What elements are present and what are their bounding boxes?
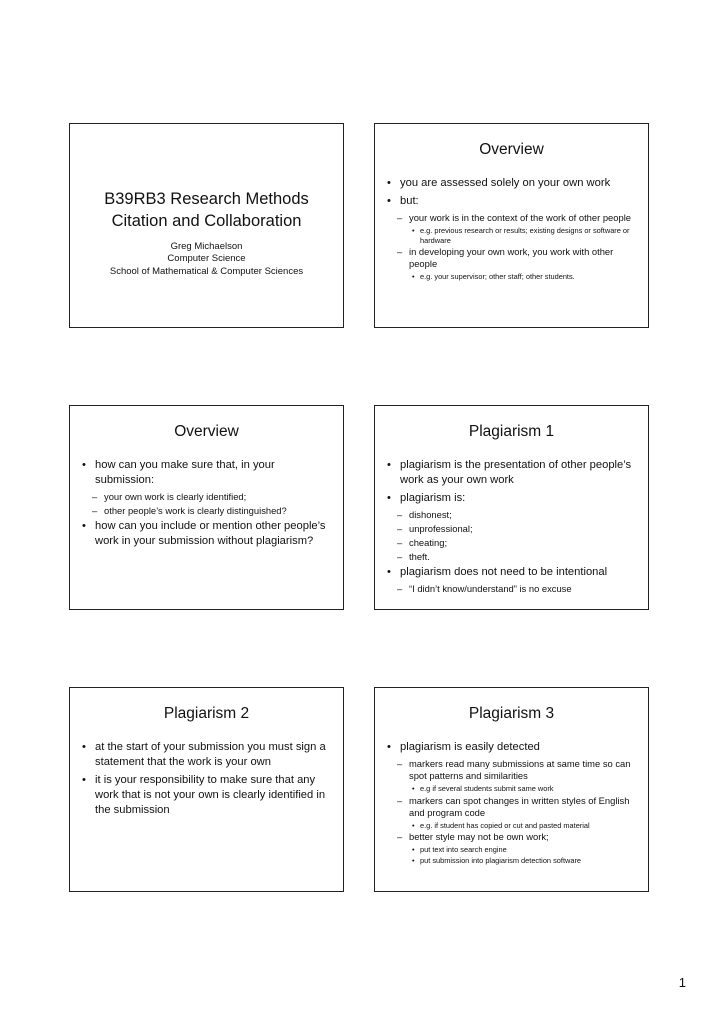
slide-2 xyxy=(374,123,649,328)
sub-bullet-text: cheating; xyxy=(409,537,448,548)
sub-sub-bullet: • put text into search engine xyxy=(387,845,640,855)
dash-marker: – xyxy=(397,551,403,562)
page-number: 1 xyxy=(678,975,686,990)
sub-bullet xyxy=(387,831,640,843)
slide-2-body xyxy=(387,176,640,283)
dash-marker: – xyxy=(397,523,403,534)
department: Computer Science xyxy=(167,253,246,265)
dash-marker: – xyxy=(397,537,403,548)
slide-1 xyxy=(69,123,344,328)
sub-bullet xyxy=(387,509,640,521)
sub-sub-bullet: • e.g. previous research or results; existing designs or software or hardware xyxy=(387,226,640,245)
bullet: • it is your responsibility to make sure that any work that is not your own is clearly identified in the submission xyxy=(82,773,335,818)
sub-bullet-text: in developing your own work, you work with other people xyxy=(409,246,614,269)
bullet: • how can you make sure that, in your submission: xyxy=(82,458,335,488)
dash-marker: – xyxy=(92,505,98,516)
sub-bullet xyxy=(387,758,640,782)
author-name: Greg Michaelson xyxy=(170,241,243,252)
sub-bullet-text: markers read many submissions at same time so can spot patterns and similarities xyxy=(409,758,631,781)
sub-sub-bullet: • e.g. your supervisor; other staff; other students. xyxy=(387,272,640,282)
slide-6 xyxy=(374,687,649,892)
sub-bullet xyxy=(387,246,640,270)
bullet: • you are assessed solely on your own work xyxy=(387,176,640,191)
sub-bullet xyxy=(387,551,640,563)
slide-1-title xyxy=(70,188,343,232)
bullet: • how can you include or mention other people’s work in your submission without plagiarism? xyxy=(82,519,335,549)
bullet: • plagiarism is the presentation of other people’s work as your own work xyxy=(387,458,640,488)
sub-bullet-text: other people’s work is clearly distinguished? xyxy=(104,505,287,516)
bullet: • at the start of your submission you must sign a statement that the work is your own xyxy=(82,740,335,770)
slide-3-title: Overview xyxy=(174,423,239,440)
sub-bullet xyxy=(82,491,335,503)
sub-sub-bullet: • e.g. if student has copied or cut and pasted material xyxy=(387,821,640,831)
slide-3 xyxy=(69,405,344,610)
sub-bullet xyxy=(387,795,640,819)
slide-5 xyxy=(69,687,344,892)
dash-marker: – xyxy=(397,246,403,257)
slide-6-title: Plagiarism 3 xyxy=(468,705,555,722)
bullet: • plagiarism is: xyxy=(387,491,640,506)
sub-sub-bullet: • e.g if several students submit same work xyxy=(387,784,640,794)
dash-marker: – xyxy=(397,794,403,806)
sub-bullet xyxy=(82,505,335,517)
slide-2-title: Overview xyxy=(479,141,544,158)
dash-marker: – xyxy=(397,831,403,842)
dash-marker: – xyxy=(397,758,403,769)
slide-5-title: Plagiarism 2 xyxy=(163,705,250,722)
school: School of Mathematical & Computer Sciences xyxy=(109,265,304,277)
dash-marker: – xyxy=(92,491,98,502)
slide-4-title: Plagiarism 1 xyxy=(468,423,555,440)
slide-6-body xyxy=(387,740,640,866)
bullet: • plagiarism is easily detected xyxy=(387,740,640,755)
lecture-title: Citation and Collaboration xyxy=(111,212,302,230)
sub-bullet-text: your work is in the context of the work of other people xyxy=(409,212,631,223)
sub-bullet-text: markers can spot changes in written styles of English and program code xyxy=(409,794,630,818)
dash-marker: – xyxy=(397,583,403,594)
slide-4-body xyxy=(387,458,640,597)
sub-bullet xyxy=(387,523,640,535)
sub-sub-bullet: • put submission into plagiarism detection software xyxy=(387,856,640,866)
sub-bullet-text: your own work is clearly identified; xyxy=(104,491,247,502)
slide-3-body xyxy=(82,458,335,552)
sub-bullet-text: better style may not be own work; xyxy=(409,831,549,842)
sub-bullet-text: dishonest; xyxy=(409,509,452,520)
bullet: • but: xyxy=(387,194,640,209)
slide-1-subtitle xyxy=(100,241,313,278)
slide-5-body xyxy=(82,740,335,821)
dash-marker: – xyxy=(397,212,403,223)
slide-4 xyxy=(374,405,649,610)
dash-marker: – xyxy=(397,509,403,520)
course-title: B39RB3 Research Methods xyxy=(104,190,309,208)
sub-bullet xyxy=(387,537,640,549)
bullet: • plagiarism does not need to be intentional xyxy=(387,565,640,580)
sub-bullet-text: theft. xyxy=(409,551,430,562)
sub-bullet-text: unprofessional; xyxy=(409,523,473,534)
sub-bullet xyxy=(387,212,640,224)
sub-bullet-text: “I didn’t know/understand” is no excuse xyxy=(409,583,572,594)
sub-bullet xyxy=(387,583,640,595)
